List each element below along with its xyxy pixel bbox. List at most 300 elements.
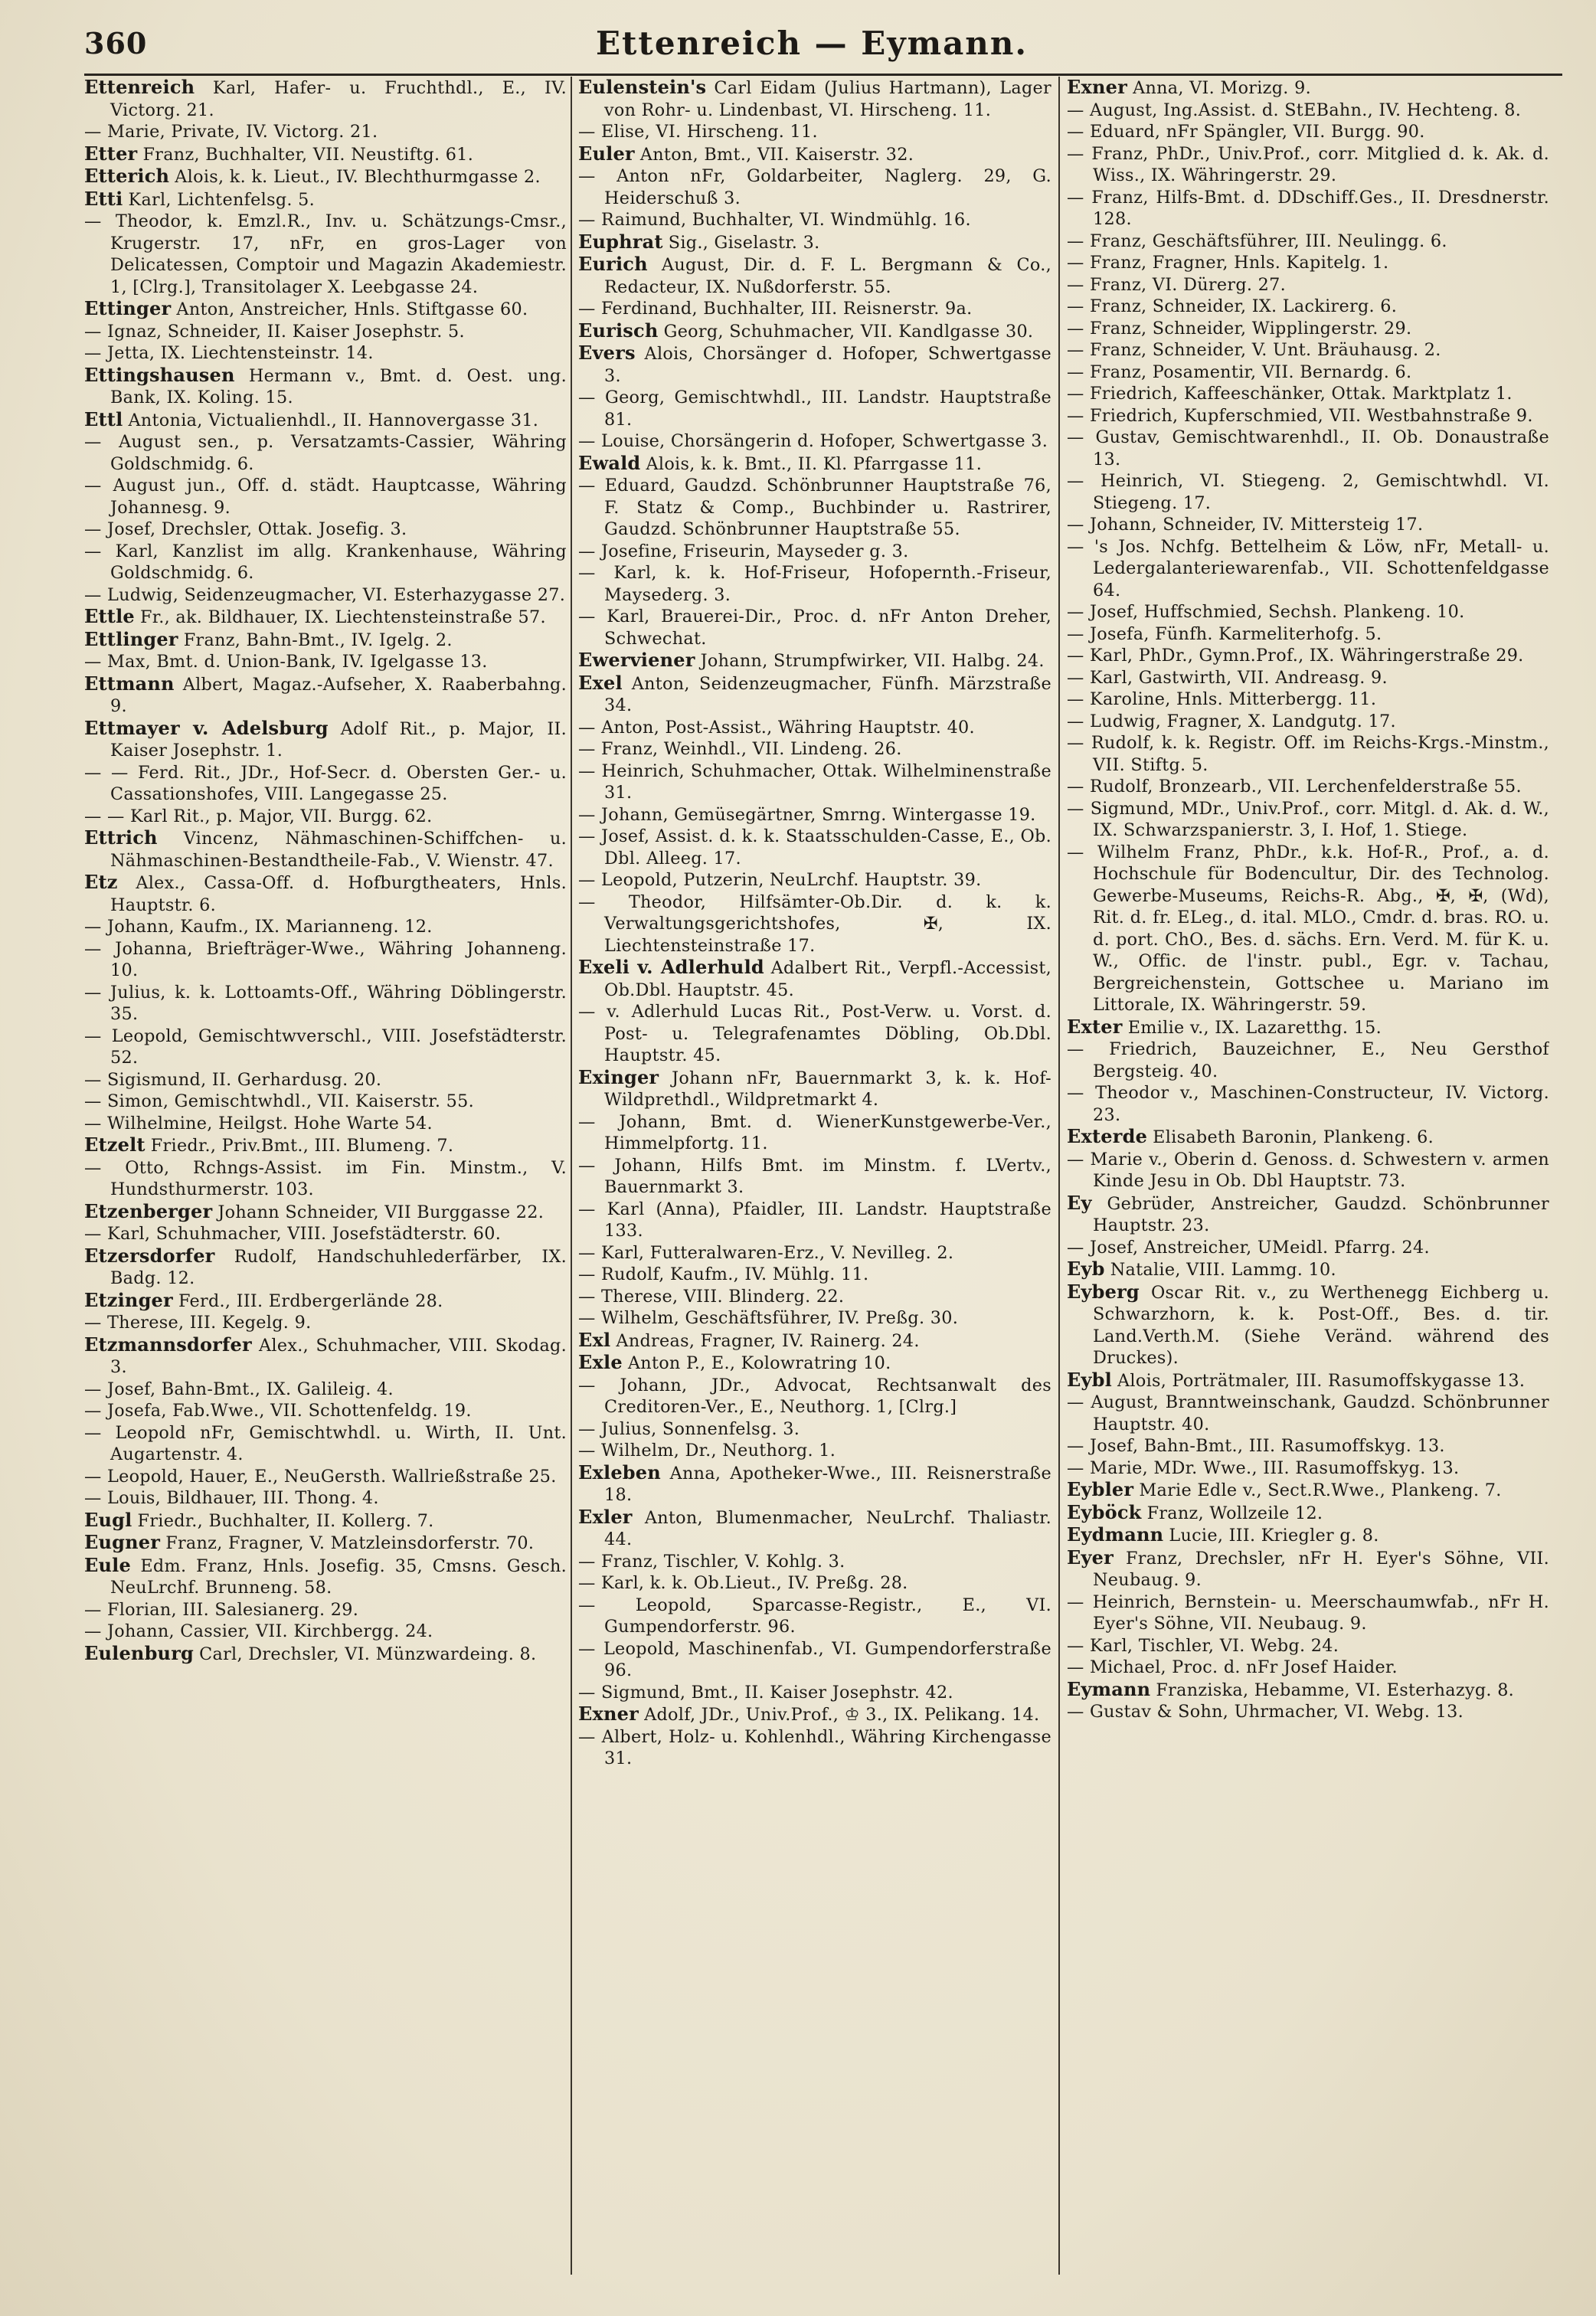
entry-details: Anna, VI. Morizg. 9.: [1133, 78, 1311, 98]
entry-surname: Eymann: [1067, 1677, 1151, 1700]
entry-details: — Eduard, nFr Spängler, VII. Burgg. 90.: [1067, 122, 1425, 142]
directory-entry: [1067, 405, 1549, 427]
entry-details: — Sigismund, II. Gerhardusg. 20.: [84, 1069, 382, 1090]
entry-details: — Leopold, Sparcasse-Registr., E., VI. Gumpendorferstr. 96.: [578, 1595, 1051, 1637]
entry-surname: Ettinger: [84, 297, 172, 319]
entry-surname: Exel: [578, 671, 623, 694]
entry-details: — Josef, Assist. d. k. k. Staatsschulden-Casse, E., Ob. Dbl. Alleeg. 17.: [578, 826, 1051, 869]
entry-details: — Leopold, Gemischtwverschl., VIII. Josefstädterstr. 52.: [84, 1026, 567, 1068]
directory-entry: [84, 1334, 567, 1379]
entry-surname: Etzersdorfer: [84, 1244, 215, 1267]
entry-details: — Karl, Gastwirth, VII. Andreasg. 9.: [1067, 667, 1388, 688]
entry-details: — Wilhelmine, Heilgst. Hohe Warte 54.: [84, 1113, 433, 1133]
entry-surname: Eyb: [1067, 1258, 1105, 1280]
entry-details: — Josefa, Fünfh. Karmeliterhofg. 5.: [1067, 623, 1382, 644]
directory-entry: [578, 761, 1051, 804]
directory-entry: [84, 298, 567, 321]
entry-details: — Jetta, IX. Liechtensteinstr. 14.: [84, 343, 374, 363]
entry-details: — Franz, Schneider, V. Unt. Bräuhausg. 2.: [1067, 340, 1441, 360]
entry-details: — Josef, Huffschmied, Sechsh. Plankeng. 10.: [1067, 602, 1465, 622]
entry-details: — Franz, Fragner, Hnls. Kapitelg. 1.: [1067, 253, 1389, 273]
entry-details: — Wilhelm, Geschäftsführer, IV. Preßg. 30.: [578, 1308, 959, 1328]
directory-entry: [1067, 711, 1549, 733]
entry-surname: Ettl: [84, 407, 123, 430]
entry-details: — Johann, Hilfs Bmt. im Minstm. f. LVertv., Bauernmarkt 3.: [578, 1155, 1051, 1197]
entry-surname: Exl: [578, 1328, 611, 1351]
entry-details: — Friedrich, Kupferschmied, VII. Westbahnstraße 9.: [1067, 405, 1533, 426]
directory-entry: [1067, 77, 1549, 100]
entry-details: — Franz, Hilfs-Bmt. d. DDschiff.Ges., II. Dresdnerstr. 128.: [1067, 187, 1549, 229]
entry-surname: Eugner: [84, 1531, 161, 1553]
directory-entry: [84, 409, 567, 432]
entry-surname: Ettrich: [84, 826, 158, 849]
entry-details: Anton P., E., Kolowratring 10.: [627, 1353, 891, 1373]
entry-surname: Ewerviener: [578, 649, 695, 671]
directory-entry: [578, 804, 1051, 826]
directory-entry: [84, 1201, 567, 1224]
entry-details: — Louise, Chorsängerin d. Hofoper, Schwertgasse 3.: [578, 431, 1048, 451]
directory-entry: [578, 231, 1051, 254]
entry-details: — Karl, Brauerei-Dir., Proc. d. nFr Anton Dreher, Schwechat.: [578, 607, 1051, 649]
entry-surname: Etz: [84, 871, 118, 893]
entry-details: — Josef, Bahn-Bmt., III. Rasumoffskyg. 13.: [1067, 1436, 1445, 1456]
directory-entry: [578, 209, 1051, 231]
directory-entry: [578, 320, 1051, 343]
directory-entry: [84, 1487, 567, 1510]
entry-details: — Gustav, Gemischtwarenhdl., II. Ob. Donaustraße 13.: [1067, 427, 1549, 469]
column-3: [1051, 77, 1549, 2298]
directory-entry: [578, 1572, 1051, 1595]
entry-details: — Karl (Anna), Pfaidler, III. Landstr. Hauptstraße 133.: [578, 1199, 1051, 1241]
directory-entry: [578, 298, 1051, 320]
entry-details: — Ludwig, Seidenzeugmacher, VI. Esterhazygasse 27.: [84, 584, 566, 605]
entry-surname: Eyböck: [1067, 1500, 1142, 1523]
entry-details: — Therese, III. Kegelg. 9.: [84, 1313, 312, 1333]
entry-details: Franz, Bahn-Bmt., IV. Igelg. 2.: [183, 630, 453, 650]
directory-entry: [84, 872, 567, 916]
directory-entry: [578, 77, 1051, 121]
directory-entry: [84, 321, 567, 343]
entry-details: — Theodor v., Maschinen-Constructeur, IV. Victorg. 23.: [1067, 1083, 1549, 1125]
directory-entry: [1067, 1392, 1549, 1435]
directory-entry: [1067, 1082, 1549, 1126]
entry-details: Elisabeth Baronin, Plankeng. 6.: [1153, 1127, 1434, 1147]
entry-details: Friedr., Buchhalter, II. Kollerg. 7.: [137, 1510, 434, 1531]
entry-details: Franz, Wollzeile 12.: [1146, 1503, 1323, 1523]
entry-details: — Karl, Schuhmacher, VIII. Josefstädterstr. 60.: [84, 1224, 502, 1244]
directory-entry: [84, 1400, 567, 1422]
directory-entry: [84, 77, 567, 121]
directory-entry: [578, 1682, 1051, 1704]
directory-entry: [84, 1312, 567, 1334]
entry-details: — Franz, VI. Dürerg. 27.: [1067, 274, 1287, 295]
entry-details: Oscar Rit. v., zu Werthenegg Eichberg u. Schwarzhorn, k. k. Post-Off., Bes. d. tir. Land.Verth.M. (Siehe Veränd. während des Druckes).: [1093, 1282, 1549, 1368]
entry-surname: Ettmayer v. Adelsburg: [84, 716, 329, 739]
directory-entry: [1067, 623, 1549, 646]
directory-entry: [578, 165, 1051, 209]
directory-entry: [84, 1532, 567, 1555]
entry-details: Alois, Porträtmaler, III. Rasumoffskygasse 13.: [1117, 1370, 1526, 1391]
entry-details: — Heinrich, VI. Stiegeng. 2, Gemischtwhdl. VI. Stiegeng. 17.: [1067, 471, 1549, 513]
entry-details: — Eduard, Gaudzd. Schönbrunner Hauptstraße 76, F. Statz & Comp., Buchbinder u. Rastrirer, Gaudzd. Schönbrunner Hauptstraße 55.: [578, 476, 1051, 539]
entry-details: Franz, Drechsler, nFr H. Eyer's Söhne, VII. Neubaug. 9.: [1093, 1548, 1549, 1590]
directory-entry: [578, 1462, 1051, 1506]
directory-entry: [84, 718, 567, 762]
directory-entry: [1067, 1149, 1549, 1192]
entry-surname: Etti: [84, 187, 123, 210]
directory-entry: [578, 1001, 1051, 1067]
entry-details: — Simon, Gemischtwhdl., VII. Kaiserstr. 55.: [84, 1091, 474, 1111]
directory-entry: [578, 1330, 1051, 1353]
entry-details: — Josefine, Friseurin, Mayseder g. 3.: [578, 541, 909, 561]
entry-details: — Raimund, Buchhalter, VI. Windmühlg. 16.: [578, 210, 971, 230]
entry-details: Adalbert Rit., Verpfl.-Accessist, Ob.Dbl. Hauptstr. 45.: [604, 958, 1051, 1000]
directory-entry: [84, 806, 567, 828]
entry-details: August, Dir. d. F. L. Bergmann & Co., Redacteur, IX. Nußdorferstr. 55.: [604, 255, 1051, 297]
entry-details: — Julius, Sonnenfelsg. 3.: [578, 1418, 800, 1439]
directory-entry: [84, 1026, 567, 1069]
directory-entry: [578, 672, 1051, 717]
directory-entry: [84, 342, 567, 365]
entry-surname: Eurisch: [578, 319, 659, 342]
directory-entry: [578, 1375, 1051, 1418]
entry-surname: Eulenburg: [84, 1641, 195, 1664]
column-1: [84, 77, 567, 2298]
entry-details: — Franz, Posamentir, VII. Bernardg. 6.: [1067, 361, 1412, 382]
entry-details: — August sen., p. Versatzamts-Cassier, Währing Goldschmidg. 6.: [84, 432, 567, 474]
entry-details: — Julius, k. k. Lottoamts-Off., Währing Döblingerstr. 35.: [84, 982, 567, 1024]
entry-details: — Rudolf, Bronzearb., VII. Lerchenfelderstraße 55.: [1067, 777, 1522, 797]
entry-details: — Leopold, Maschinenfab., VI. Gumpendorferstraße 96.: [578, 1638, 1051, 1680]
entry-details: — Josef, Drechsler, Ottak. Josefig. 3.: [84, 519, 407, 539]
entry-details: — Heinrich, Schuhmacher, Ottak. Wilhelminenstraße 31.: [578, 761, 1051, 803]
entry-details: — Karl, k. k. Ob.Lieut., IV. Preßg. 28.: [578, 1573, 908, 1593]
entry-surname: Ettenreich: [84, 77, 195, 98]
entry-details: — Friedrich, Bauzeichner, E., Neu Gersthof Bergsteig. 40.: [1067, 1039, 1549, 1081]
directory-entry: [1067, 1547, 1549, 1591]
directory-entry: [578, 453, 1051, 476]
directory-entry: [84, 1510, 567, 1533]
entry-details: — Theodor, k. Emzl.R., Inv. u. Schätzungs-Cmsr., Krugerstr. 17, nFr, en gros-Lager von Delicatessen, Comptoir und Magazin Akademiestr. 1, [Clrg.], Transitolager X. Leebgasse 24.: [84, 211, 567, 297]
directory-entry: [84, 143, 567, 166]
entry-details: — Leopold, Putzerin, NeuLrchf. Hauptstr. 39.: [578, 870, 982, 890]
entry-surname: Etzelt: [84, 1133, 146, 1156]
entry-surname: Eurich: [578, 253, 648, 275]
entry-surname: Etter: [84, 142, 138, 165]
entry-details: Anton, Anstreicher, Hnls. Stiftgasse 60.: [176, 299, 528, 319]
entry-details: — Franz, Schneider, Wipplingerstr. 29.: [1067, 318, 1412, 339]
directory-entry: [578, 475, 1051, 541]
directory-entry: [578, 606, 1051, 649]
entry-surname: Etzenberger: [84, 1199, 213, 1222]
entry-details: — Sigmund, MDr., Univ.Prof., corr. Mitgl. d. Ak. d. W., IX. Schwarzspanierstr. 3, I. Hof, 1. Stiege.: [1067, 798, 1549, 840]
directory-entry: [84, 1621, 567, 1643]
entry-details: Franz, Fragner, V. Matzleinsdorferstr. 70.: [165, 1533, 535, 1553]
directory-entry: [578, 1111, 1051, 1155]
entry-details: — Franz, Weinhdl., VII. Lindeng. 26.: [578, 739, 902, 759]
entry-details: — Johann, Gemüsegärtner, Smrng. Wintergasse 19.: [578, 804, 1036, 825]
entry-surname: Exter: [1067, 1015, 1123, 1038]
entry-details: — 's Jos. Nchfg. Bettelheim & Löw, nFr, Metall- u. Ledergalanteriewarenfab., VII. Schottenfeldgasse 64.: [1067, 536, 1549, 600]
directory-entry: [578, 1199, 1051, 1242]
directory-entry: [1067, 318, 1549, 340]
directory-entry: [1067, 1126, 1549, 1149]
entry-details: — August, Branntweinschank, Gaudzd. Schönbrunner Hauptstr. 40.: [1067, 1392, 1549, 1434]
entry-details: Natalie, VIII. Lammg. 10.: [1110, 1260, 1336, 1280]
entry-details: — Marie, MDr. Wwe., III. Rasumoffskyg. 13.: [1067, 1457, 1460, 1478]
directory-entry: [1067, 1479, 1549, 1502]
entry-details: — Georg, Gemischtwhdl., III. Landstr. Hauptstraße 81.: [578, 388, 1051, 430]
entry-details: — Josef, Anstreicher, UMeidl. Pfarrg. 24.: [1067, 1237, 1430, 1258]
directory-entry: [1067, 383, 1549, 405]
entry-surname: Euphrat: [578, 230, 663, 253]
directory-entry: [84, 1223, 567, 1245]
entry-surname: Eybler: [1067, 1478, 1134, 1500]
entry-details: — Karl, k. k. Hof-Friseur, Hofopernth.-Friseur, Maysederg. 3.: [578, 563, 1051, 605]
entry-surname: Evers: [578, 342, 636, 364]
entry-details: — Wilhelm Franz, PhDr., k.k. Hof-R., Prof., a. d. Hochschule für Bodencultur, Dir. des Technolog. Gewerbe-Museums, Reichs-R. Abg., ✠, ✠, (Wd), Rit. d. fr. ELeg., d. ital. MLO., Cmdr. d. bras. RO. u. d. port. ChO., Bes. d. sächs. Ern. Verd. M. für K. u. W., Offic. de l'instr. publ., Egr. v. Tachau, Bergreichenstein, Gottschee u. Mariano im Littorale, IX. Währingerstr. 59.: [1067, 842, 1549, 1015]
entry-details: Sig., Giselastr. 3.: [668, 232, 820, 253]
directory-entry: [578, 1286, 1051, 1308]
directory-entry: [1067, 842, 1549, 1016]
directory-entry: [578, 1418, 1051, 1441]
directory-entry: [1067, 121, 1549, 143]
directory-entry: [1067, 1457, 1549, 1480]
entry-details: Albert, Magaz.-Aufseher, X. Raaberbahng. 9.: [110, 674, 567, 716]
directory-entry: [578, 891, 1051, 957]
entry-surname: Euler: [578, 142, 635, 165]
directory-entry: [578, 717, 1051, 739]
running-title: Ettenreich — Eymann.: [596, 25, 1028, 62]
entry-details: Alex., Schuhmacher, VIII. Skodag. 3.: [110, 1335, 567, 1377]
directory-entry: [1067, 776, 1549, 798]
entry-details: — Franz, Schneider, IX. Lackirerg. 6.: [1067, 296, 1398, 316]
entry-surname: Exeli v. Adlerhuld: [578, 956, 764, 978]
directory-entry: [1067, 536, 1549, 602]
entry-details: Fr., ak. Bildhauer, IX. Liechtensteinstraße 57.: [139, 607, 546, 627]
entry-details: — Otto, Rchngs-Assist. im Fin. Minstm., V. Hundsthurmerstr. 103.: [84, 1157, 567, 1199]
directory-entry: [578, 957, 1051, 1001]
directory-entry: [1067, 470, 1549, 514]
directory-entry: [84, 1157, 567, 1201]
entry-surname: Exinger: [578, 1065, 659, 1088]
directory-entry: [1067, 252, 1549, 274]
column-2: [561, 77, 1051, 2298]
directory-entry: [84, 1245, 567, 1290]
directory-entry: [84, 982, 567, 1026]
directory-entry: [84, 1091, 567, 1113]
entry-details: — Anton nFr, Goldarbeiter, Naglerg. 29, G. Heiderschuß 3.: [578, 166, 1051, 208]
entry-details: — Josefa, Fab.Wwe., VII. Schottenfeldg. 19.: [84, 1401, 472, 1421]
entry-details: Alois, Chorsänger d. Hofoper, Schwertgasse 3.: [604, 344, 1051, 386]
entry-details: — — Karl Rit., p. Major, VII. Burgg. 62.: [84, 806, 433, 826]
entry-details: Andreas, Fragner, IV. Rainerg. 24.: [616, 1330, 920, 1351]
entry-details: Rudolf, Handschuhlederfärber, IX. Badg. 12.: [110, 1246, 567, 1288]
entry-details: — August, Ing.Assist. d. StEBahn., IV. Hechteng. 8.: [1067, 100, 1522, 120]
entry-details: Edm. Franz, Hnls. Josefig. 35, Cmsns. Gesch. NeuLrchf. Brunneng. 58.: [110, 1555, 567, 1598]
entry-surname: Exler: [578, 1505, 633, 1528]
directory-entry: [578, 738, 1051, 761]
directory-entry: [578, 826, 1051, 869]
entry-details: — Gustav & Sohn, Uhrmacher, VI. Webg. 13.: [1067, 1702, 1464, 1722]
directory-entry: [84, 938, 567, 982]
entry-details: — Leopold, Hauer, E., NeuGersth. Wallrießstraße 25.: [84, 1466, 557, 1487]
directory-entry: [1067, 1039, 1549, 1082]
entry-details: Alois, k. k. Lieut., IV. Blechthurmgasse 2.: [175, 167, 541, 187]
directory-entry: [578, 1264, 1051, 1286]
directory-entry: [1067, 1016, 1549, 1039]
entry-details: — Anton, Post-Assist., Währing Hauptstr. 40.: [578, 717, 975, 738]
directory-entry: [84, 518, 567, 541]
directory-entry: [1067, 361, 1549, 384]
entry-details: — Ludwig, Fragner, X. Landgutg. 17.: [1067, 711, 1396, 731]
directory-entry: [84, 365, 567, 409]
entry-details: — Johann, Bmt. d. WienerKunstgewerbe-Ver., Himmelpfortg. 11.: [578, 1111, 1051, 1153]
directory-entry: [1067, 1258, 1549, 1281]
entry-surname: Eugl: [84, 1508, 132, 1531]
directory-entry: [1067, 1701, 1549, 1723]
entry-surname: Eule: [84, 1553, 131, 1576]
header-rule: [84, 74, 1562, 76]
directory-entry: [84, 1069, 567, 1091]
entry-surname: Ewald: [578, 451, 641, 474]
directory-entry: [578, 1726, 1051, 1770]
directory-entry: [1067, 1369, 1549, 1392]
directory-entry: [84, 1113, 567, 1135]
entry-details: — Karoline, Hnls. Mitterbergg. 11.: [1067, 689, 1377, 709]
entry-surname: Eyer: [1067, 1546, 1114, 1569]
entry-details: Franziska, Hebamme, VI. Esterhazyg. 8.: [1156, 1680, 1515, 1700]
directory-entry: [1067, 667, 1549, 689]
entry-details: Georg, Schuhmacher, VII. Kandlgasse 30.: [663, 321, 1034, 342]
entry-details: Ferd., III. Erdbergerlände 28.: [178, 1290, 443, 1311]
directory-entry: [84, 1379, 567, 1401]
entry-details: Alex., Cassa-Off. d. Hofburgtheaters, Hnls. Hauptstr. 6.: [110, 873, 567, 915]
entry-details: Adolf, JDr., Univ.Prof., ♔ 3., IX. Pelikang. 14.: [644, 1705, 1040, 1725]
directory-entry: [1067, 798, 1549, 842]
directory-entry: [1067, 1237, 1549, 1259]
entry-surname: Ey: [1067, 1191, 1092, 1214]
entry-details: Anton, Seidenzeugmacher, Fünfh. Märzstraße 34.: [604, 673, 1051, 715]
directory-entry: [578, 342, 1051, 387]
entry-details: — Johann, JDr., Advocat, Rechtsanwalt des Creditoren-Ver., E., Neuthorg. 1, [Clrg.]: [578, 1375, 1051, 1417]
entry-details: Johann Schneider, VII Burggasse 22.: [217, 1202, 545, 1222]
entry-surname: Exleben: [578, 1461, 661, 1483]
entry-details: — Friedrich, Kaffeeschänker, Ottak. Marktplatz 1.: [1067, 384, 1513, 404]
entry-details: — August jun., Off. d. städt. Hauptcasse, Währing Johannesg. 9.: [84, 476, 567, 518]
directory-entry: [84, 1599, 567, 1621]
entry-details: — v. Adlerhuld Lucas Rit., Post-Verw. u. Vorst. d. Post- u. Telegrafenamtes Döbling, Ob.Dbl. Hauptstr. 45.: [578, 1002, 1051, 1065]
directory-entry: [578, 1242, 1051, 1264]
directory-entry: [1067, 100, 1549, 122]
entry-details: — Albert, Holz- u. Kohlenhdl., Währing Kirchengasse 31.: [578, 1726, 1051, 1768]
directory-entry: [578, 562, 1051, 606]
entry-details: — Karl, Tischler, VI. Webg. 24.: [1067, 1635, 1339, 1656]
directory-entry: [578, 1067, 1051, 1111]
directory-entry: [1067, 231, 1549, 253]
directory-entry: [84, 211, 567, 298]
directory-entry: [84, 1555, 567, 1599]
directory-entry: [1067, 296, 1549, 318]
directory-entry: [1067, 1679, 1549, 1702]
directory-entry: [578, 254, 1051, 298]
directory-entry: [1067, 732, 1549, 776]
entry-surname: Eulenstein's: [578, 77, 707, 98]
entry-details: — Josef, Bahn-Bmt., IX. Galileig. 4.: [84, 1379, 394, 1399]
entry-details: Marie Edle v., Sect.R.Wwe., Plankeng. 7.: [1139, 1480, 1502, 1500]
entry-details: — Franz, Tischler, V. Kohlg. 3.: [578, 1551, 845, 1572]
entry-details: Anton, Bmt., VII. Kaiserstr. 32.: [639, 144, 914, 165]
entry-details: — Johann, Cassier, VII. Kirchbergg. 24.: [84, 1621, 433, 1641]
directory-entry: [1067, 601, 1549, 623]
directory-entry: [578, 143, 1051, 166]
directory-entry: [578, 1155, 1051, 1199]
directory-entry: [578, 1595, 1051, 1638]
entry-details: Adolf Rit., p. Major, II. Kaiser Josephstr. 1.: [110, 718, 567, 761]
entry-details: Alois, k. k. Bmt., II. Kl. Pfarrgasse 11.: [646, 453, 983, 474]
entry-surname: Ettmann: [84, 672, 175, 695]
directory-entry: [84, 1466, 567, 1488]
directory-entry: [1067, 1435, 1549, 1457]
entry-surname: Eybl: [1067, 1368, 1112, 1391]
entry-details: — Rudolf, Kaufm., IV. Mühlg. 11.: [578, 1264, 869, 1284]
entry-details: — Marie v., Oberin d. Genoss. d. Schwestern v. armen Kinde Jesu in Ob. Dbl Hauptstr. 73.: [1067, 1149, 1549, 1191]
directory-entry: [84, 606, 567, 629]
directory-entry: [84, 475, 567, 518]
directory-entry: [1067, 1502, 1549, 1525]
entry-details: Vincenz, Nähmaschinen-Schiffchen- u. Nähmaschinen-Bestandtheile-Fab., V. Wienstr. 47.: [110, 829, 567, 871]
entry-surname: Exle: [578, 1351, 623, 1373]
entry-details: — Heinrich, Bernstein- u. Meerschaumwfab., nFr H. Eyer's Söhne, VII. Neubaug. 9.: [1067, 1591, 1549, 1634]
directory-entry: [84, 916, 567, 938]
entry-details: — Franz, Geschäftsführer, III. Neulingg. 6.: [1067, 231, 1447, 251]
entry-details: Anna, Apotheker-Wwe., III. Reisnerstraße 18.: [604, 1463, 1051, 1505]
entry-surname: Ettlinger: [84, 627, 178, 650]
entry-surname: Ettingshausen: [84, 363, 235, 386]
entry-surname: Ettle: [84, 605, 135, 627]
directory-entry: [1067, 689, 1549, 711]
directory-entry: [84, 541, 567, 584]
entry-surname: Exner: [578, 1703, 639, 1725]
directory-entry: [1067, 1192, 1549, 1237]
entry-details: — Louis, Bildhauer, III. Thong. 4.: [84, 1488, 379, 1508]
directory-entry: [84, 188, 567, 211]
directory-entry: [578, 121, 1051, 143]
directory-entry: [84, 629, 567, 652]
directory-entry: [1067, 1635, 1549, 1657]
entry-details: Karl, Hafer- u. Fruchthdl., E., IV. Victorg. 21.: [110, 78, 567, 120]
directory-entry: [84, 1422, 567, 1466]
directory-entry: [84, 673, 567, 718]
entry-details: Anton, Blumenmacher, NeuLrchf. Thaliastr. 44.: [604, 1507, 1051, 1549]
directory-entry: [1067, 1281, 1549, 1369]
directory-entry: [84, 1643, 567, 1666]
directory-entry: [84, 762, 567, 806]
entry-surname: Exterde: [1067, 1125, 1148, 1147]
directory-entry: [84, 651, 567, 673]
entry-details: — Ignaz, Schneider, II. Kaiser Josephstr. 5.: [84, 321, 465, 342]
directory-entry: [578, 1551, 1051, 1573]
entry-surname: Exner: [1067, 77, 1127, 98]
entry-details: — Therese, VIII. Blinderg. 22.: [578, 1286, 845, 1307]
entry-details: Gebrüder, Anstreicher, Gaudzd. Schönbrunner Hauptstr. 23.: [1093, 1193, 1549, 1235]
entry-details: Carl Eidam (Julius Hartmann), Lager von Rohr- u. Lindenbast, VI. Hirscheng. 11.: [604, 78, 1051, 120]
directory-entry: [578, 1506, 1051, 1551]
entry-details: — Johann, Kaufm., IX. Marianneng. 12.: [84, 917, 433, 937]
entry-details: — Elise, VI. Hirscheng. 11.: [578, 122, 818, 142]
entry-details: — Michael, Proc. d. nFr Josef Haider.: [1067, 1657, 1398, 1677]
entry-surname: Eyberg: [1067, 1280, 1140, 1303]
